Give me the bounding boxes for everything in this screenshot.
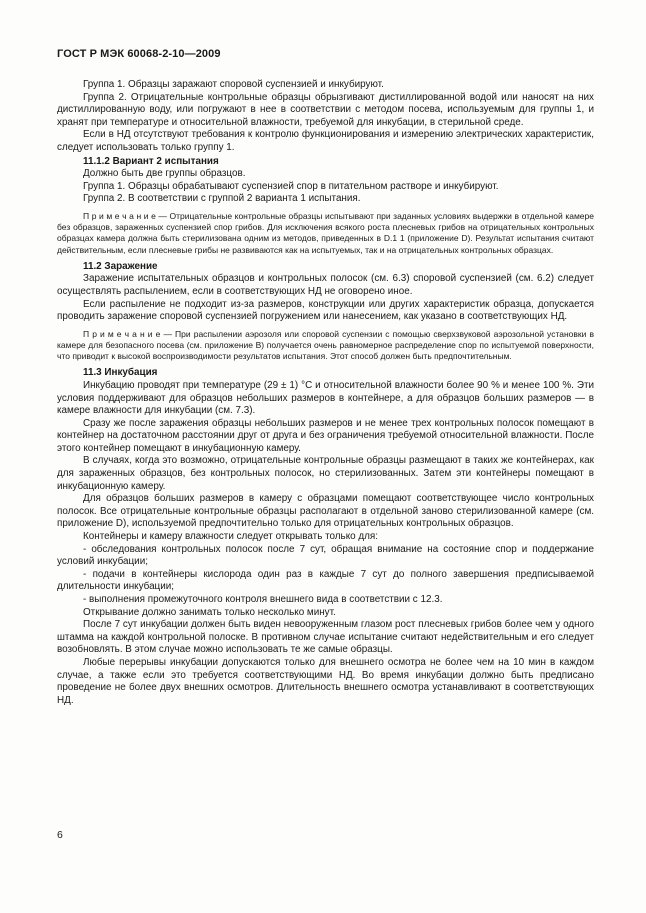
- paragraph: Если распыление не подходит из-за размеров, конструкции или других характеристик образца, допускается проводить заражение споровой суспензией погружением или нанесением, как указано в соответствующих НД.: [57, 298, 594, 323]
- page-number: 6: [57, 829, 63, 841]
- paragraph: Инкубацию проводят при температуре (29 ± 1) °С и относительной влажности более 90 % и менее 100 %. Эти условия поддерживают для образцов небольших размеров в контейнере, а для образцов больших размеров — в камере влажности для инкубации (см. 7.3).: [57, 379, 594, 417]
- note-text: — При распылении аэрозоля или споровой суспензии с помощью сверхзвуковой аэрозольной установки в камере для безопасного посева (см. приложение В) получается очень равномерное распределение спор по испытуемой поверхности, что приводит к высокой воспроизводимости результатов испытания. Этот способ должен быть предпочтительным.: [57, 328, 594, 362]
- paragraph: Открывание должно занимать только несколько минут.: [83, 606, 336, 618]
- document-body: [57, 79, 594, 707]
- paragraph: Если в НД отсутствуют требования к контролю функционирования и измерению электрических характеристик, следует использовать только группу 1.: [57, 129, 594, 153]
- paragraph: Сразу же после заражения образцы небольших размеров и не менее трех контрольных полосок помещают в контейнер на достаточном расстоянии друг от друга и без ограничения требуемой относительной влажности. После этого контейнер помещают в инкубационную камеру.: [57, 417, 594, 454]
- note-text: — Отрицательные контрольные образцы испытывают при заданных условиях выдержки в отдельной камере без образцов, зараженных суспензией спор грибов. Для исключения всякого роста плесневых грибов на отрицательных контрольных образцах камера должна быть стерилизована одним из методов, приведенных в D.1 1 (приложение D). Результат испытания считают действительным, если плесневые грибы не развиваются как на испытуемых, так и на отрицательных контрольных образцах.: [57, 210, 594, 255]
- paragraph: После 7 сут инкубации должен быть виден невооруженным глазом рост плесневых грибов более чем у одного штамма на каждой контрольной полоске. В противном случае испытание считают недействительным и его следует возобновлять. В этом случае можно использовать те же самые образцы.: [57, 619, 594, 656]
- list-item: - подачи в контейнеры кислорода один раз в каждые 7 сут до полного завершения предписываемой длительности инкубации;: [57, 568, 594, 593]
- note-label: П р и м е ч а н и е: [83, 328, 161, 339]
- note: [57, 329, 594, 363]
- paragraph: Группа 1. Образцы обрабатывают суспензией спор в питательном растворе и инкубируют.: [83, 180, 499, 192]
- paragraph: Заражение испытательных образцов и контрольных полосок (см. 6.3) споровой суспензией (см. 6.2) следует осуществлять распылением, если в соответствующих НД не оговорено иное.: [57, 273, 594, 297]
- section-heading: 11.3 Инкубация: [83, 367, 158, 379]
- paragraph: Группа 1. Образцы заражают споровой суспензией и инкубируют.: [83, 79, 384, 90]
- paragraph: Группа 2. В соответствии с группой 2 варианта 1 испытания.: [83, 193, 361, 205]
- list-item: - обследования контрольных полосок после 7 сут, обращая внимание на состояние спор и поддержание условий инкубации;: [57, 543, 594, 568]
- list-item: - выполнения промежуточного контроля внешнего вида в соответствии с 12.3.: [83, 594, 443, 606]
- document-header: ГОСТ Р МЭК 60068-2-10—2009: [57, 48, 221, 60]
- note-label: П р и м е ч а н и е: [83, 210, 156, 221]
- paragraph: Должно быть две группы образцов.: [83, 168, 246, 180]
- paragraph: Любые перерывы инкубации допускаются только для внешнего осмотра не более чем на 10 мин в каждом случае, а также если это требуется соответствующими НД. Во время инкубации должно быть предписано проведение не более двух внешних осмотров. Длительность внешнего осмотра устанавливают в соответствующих НД.: [57, 656, 594, 706]
- paragraph: Контейнеры и камеру влажности следует открывать только для:: [83, 531, 378, 543]
- paragraph: В случаях, когда это возможно, отрицательные контрольные образцы размещают в таких же контейнерах, как для зараженных образцов, без контрольных полосок, но стерилизованных. Затем эти контейнеры помещают в инкубационную камеру.: [57, 455, 594, 492]
- section-heading: 11.1.2 Вариант 2 испытания: [83, 155, 219, 167]
- section-heading: 11.2 Заражение: [83, 260, 158, 272]
- paragraph: Для образцов больших размеров в камеру с образцами помещают соответствующее число контрольных полосок. Все отрицательные контрольные образцы располагают в отдельной заново стерилизованной камере (см. приложение D), используемой предпочтительно только для отрицательных контрольных образцов.: [57, 493, 594, 530]
- paragraph: Группа 2. Отрицательные контрольные образцы обрызгивают дистиллированной водой или наносят на них дистиллированную воду, или погружают в нее в соответствии с методом посева, используемым для группы 1, и хранят при температуре и относительной влажности, требуемой для инкубации, в стерильной среде.: [57, 91, 594, 128]
- note: [57, 211, 594, 256]
